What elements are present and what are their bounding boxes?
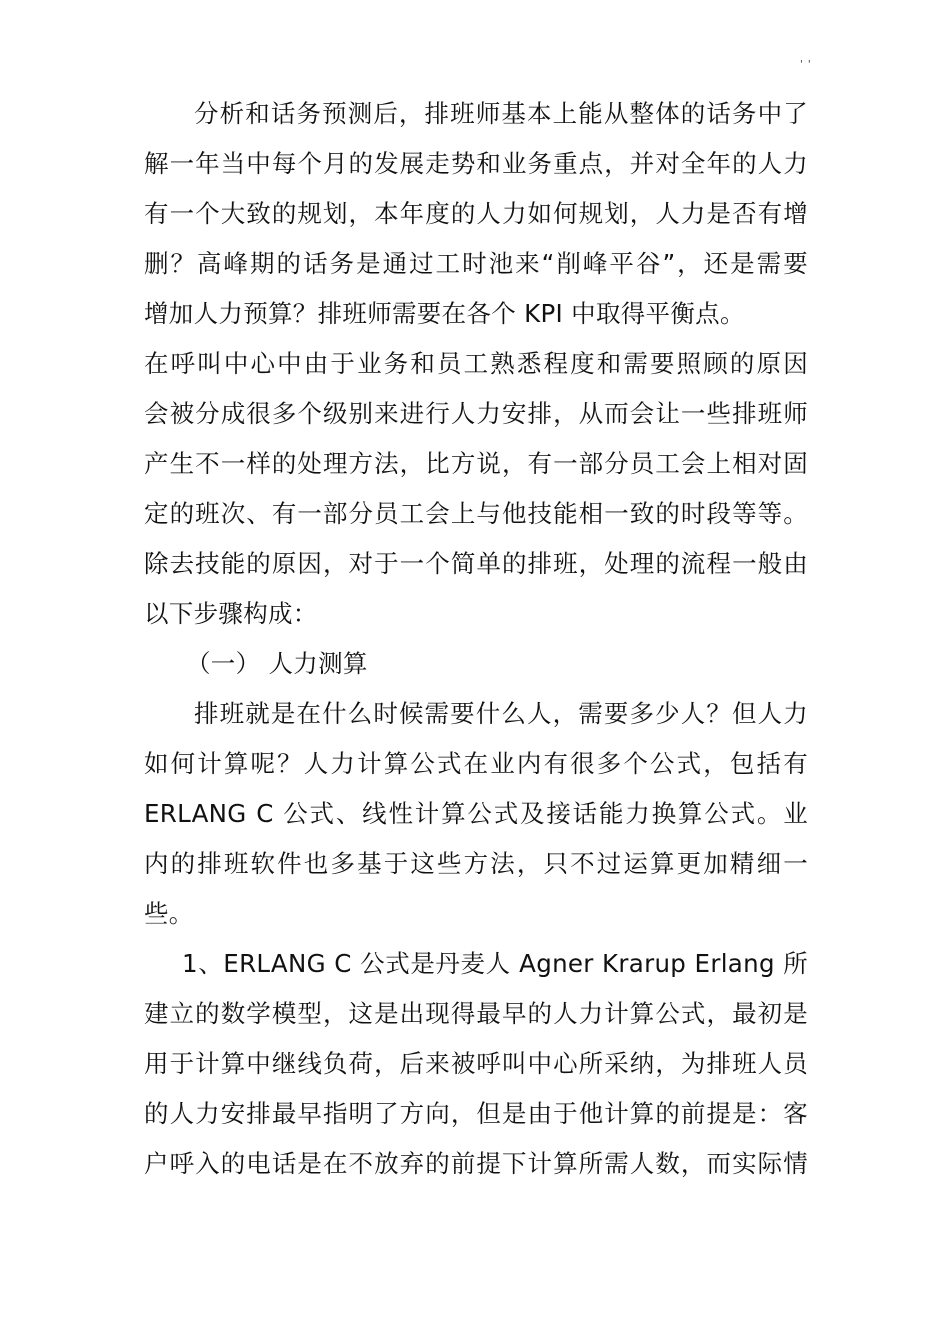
paragraph-line: 有一个大致的规划，本年度的人力如何规划，人力是否有增 — [144, 199, 808, 228]
paragraph-line: 1、ERLANG C 公式是丹麦人 Agner Krarup Erlang 所 — [182, 949, 808, 978]
paragraph-line: 用于计算中继线负荷，后来被呼叫中心所采纳，为排班人员 — [144, 1049, 808, 1078]
paragraph-line: 内的排班软件也多基于这些方法，只不过运算更加精细一 — [144, 849, 808, 878]
paragraph-line: 排班就是在什么时候需要什么人，需要多少人？但人力 — [194, 699, 808, 728]
paragraph-line: 建立的数学模型，这是出现得最早的人力计算公式，最初是 — [144, 999, 808, 1028]
paragraph-line: 户呼入的电话是在不放弃的前提下计算所需人数，而实际情 — [144, 1149, 808, 1178]
page-corner-mark: ' ' — [800, 59, 812, 70]
paragraph-line: ERLANG C 公式、线性计算公式及接话能力换算公式。业 — [144, 799, 808, 828]
paragraph-line: 解一年当中每个月的发展走势和业务重点，并对全年的人力 — [144, 149, 808, 178]
paragraph-line: 除去技能的原因，对于一个简单的排班，处理的流程一般由 — [144, 549, 808, 578]
paragraph-line: 定的班次、有一部分员工会上与他技能相一致的时段等等。 — [144, 499, 808, 528]
paragraph-line: 会被分成很多个级别来进行人力安排，从而会让一些排班师 — [144, 399, 808, 428]
section-heading: （一） 人力测算 — [186, 649, 368, 678]
paragraph-line: 以下步骤构成： — [144, 599, 318, 628]
paragraph-line: 产生不一样的处理方法，比方说，有一部分员工会上相对固 — [144, 449, 808, 478]
paragraph-line: 删？高峰期的话务是通过工时池来“削峰平谷”，还是需要 — [144, 249, 808, 278]
paragraph-line: 增加人力预算？排班师需要在各个 KPI 中取得平衡点。 — [144, 299, 745, 328]
paragraph-line: 如何计算呢？人力计算公式在业内有很多个公式，包括有 — [144, 749, 808, 778]
paragraph-line: 些。 — [144, 899, 194, 928]
paragraph-line: 的人力安排最早指明了方向，但是由于他计算的前提是：客 — [144, 1099, 808, 1128]
paragraph-line: 在呼叫中心中由于业务和员工熟悉程度和需要照顾的原因 — [144, 349, 808, 378]
paragraph-line: 分析和话务预测后，排班师基本上能从整体的话务中了 — [194, 99, 808, 128]
